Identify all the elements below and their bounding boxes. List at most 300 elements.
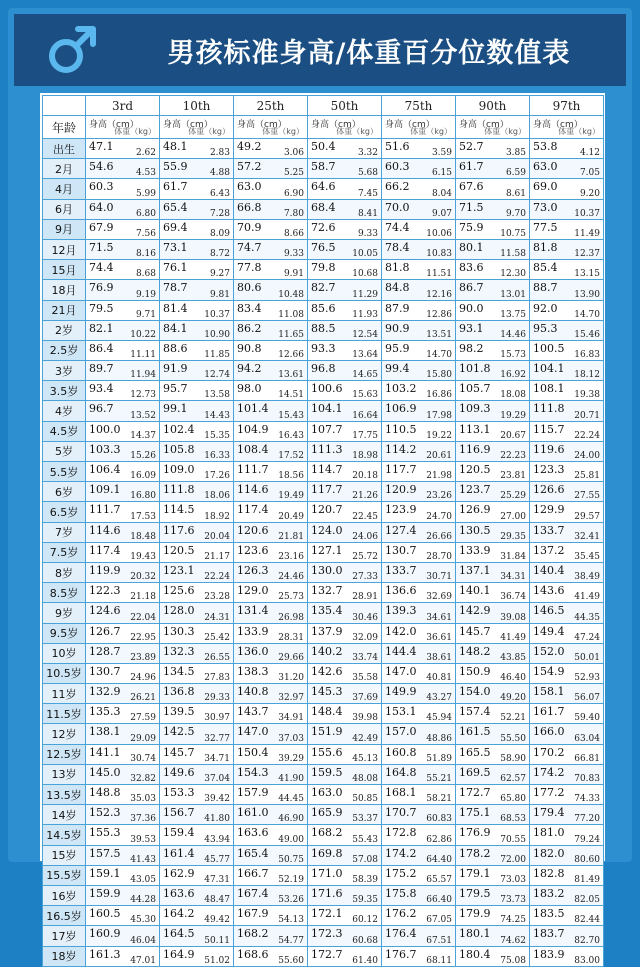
table-row xyxy=(43,946,604,966)
height-value: 124.0 xyxy=(311,523,343,537)
weight-value: 54.13 xyxy=(278,915,304,926)
height-value: 159.9 xyxy=(89,886,121,900)
weight-value: 79.24 xyxy=(574,834,600,845)
value-cell xyxy=(160,462,234,482)
weight-value: 27.55 xyxy=(574,491,600,502)
value-cell xyxy=(160,441,234,461)
value-cell xyxy=(234,865,308,885)
value-cell xyxy=(530,643,604,663)
value-cell xyxy=(530,361,604,381)
height-value: 85.6 xyxy=(311,301,336,315)
age-cell: 17岁 xyxy=(43,926,86,946)
height-value: 116.9 xyxy=(459,442,491,456)
height-value: 65.4 xyxy=(163,200,188,214)
weight-value: 18.06 xyxy=(204,491,230,502)
height-value: 81.8 xyxy=(385,261,410,275)
corner-cell xyxy=(43,96,86,116)
value-cell xyxy=(86,219,160,239)
value-cell xyxy=(234,603,308,623)
value-cell xyxy=(160,865,234,885)
table-row xyxy=(43,583,604,603)
height-value: 131.4 xyxy=(237,604,269,618)
height-value: 137.1 xyxy=(459,563,491,577)
value-cell xyxy=(234,280,308,300)
weight-value: 9.33 xyxy=(357,228,378,239)
value-cell xyxy=(530,179,604,199)
weight-value: 74.33 xyxy=(574,794,600,805)
weight-value: 82.70 xyxy=(574,935,600,946)
height-value: 119.6 xyxy=(533,442,565,456)
unit-header-cell xyxy=(308,116,382,139)
weight-value: 15.43 xyxy=(278,410,304,421)
weight-value: 19.38 xyxy=(574,390,600,401)
value-cell xyxy=(530,462,604,482)
percentile-header-3rd: 3rd xyxy=(86,96,160,116)
value-cell xyxy=(382,724,456,744)
value-cell xyxy=(530,199,604,219)
value-cell xyxy=(308,825,382,845)
table-row xyxy=(43,663,604,683)
height-value: 172.1 xyxy=(311,907,343,921)
weight-value: 45.13 xyxy=(352,753,378,764)
value-cell xyxy=(160,724,234,744)
percentile-header-90th: 90th xyxy=(456,96,530,116)
value-cell xyxy=(530,805,604,825)
height-value: 145.3 xyxy=(311,685,343,699)
height-value: 154.0 xyxy=(459,685,491,699)
height-value: 143.6 xyxy=(533,584,565,598)
weight-value: 54.77 xyxy=(278,935,304,946)
value-cell xyxy=(530,401,604,421)
weight-value: 29.66 xyxy=(278,652,304,663)
value-cell xyxy=(456,139,530,159)
height-value: 99.4 xyxy=(385,362,410,376)
height-value: 146.5 xyxy=(533,604,565,618)
weight-value: 20.49 xyxy=(278,511,304,522)
weight-value: 29.57 xyxy=(574,511,600,522)
value-cell xyxy=(160,280,234,300)
height-value: 164.5 xyxy=(163,927,195,941)
value-cell xyxy=(308,805,382,825)
height-value: 82.1 xyxy=(89,321,114,335)
value-cell xyxy=(86,300,160,320)
value-cell xyxy=(530,865,604,885)
table-row xyxy=(43,482,604,502)
weight-value: 50.85 xyxy=(352,794,378,805)
value-cell xyxy=(234,441,308,461)
weight-value: 7.28 xyxy=(209,208,230,219)
value-cell xyxy=(530,684,604,704)
value-cell xyxy=(382,482,456,502)
weight-value: 27.00 xyxy=(500,511,526,522)
value-cell xyxy=(86,825,160,845)
value-cell xyxy=(86,946,160,966)
value-cell xyxy=(382,139,456,159)
weight-value: 35.45 xyxy=(574,551,600,562)
age-cell: 2岁 xyxy=(43,320,86,340)
weight-value: 15.80 xyxy=(426,370,452,381)
weight-value: 46.90 xyxy=(278,814,304,825)
table-row xyxy=(43,643,604,663)
value-cell xyxy=(530,280,604,300)
height-value: 164.8 xyxy=(385,765,417,779)
height-value: 105.8 xyxy=(163,442,195,456)
height-value: 149.6 xyxy=(163,765,195,779)
weight-unit-label: 体重（kg） xyxy=(484,127,526,136)
value-cell xyxy=(234,744,308,764)
weight-value: 6.80 xyxy=(135,208,156,219)
value-cell xyxy=(86,320,160,340)
height-value: 147.0 xyxy=(237,725,269,739)
weight-value: 39.29 xyxy=(278,753,304,764)
height-value: 96.7 xyxy=(89,402,114,416)
weight-value: 68.11 xyxy=(426,955,452,966)
weight-value: 12.66 xyxy=(278,350,304,361)
weight-value: 34.31 xyxy=(500,572,526,583)
table-body xyxy=(43,139,604,967)
height-value: 175.8 xyxy=(385,886,417,900)
value-cell xyxy=(456,239,530,259)
value-cell xyxy=(86,159,160,179)
value-cell xyxy=(234,219,308,239)
weight-value: 36.61 xyxy=(426,632,452,643)
weight-value: 82.05 xyxy=(574,895,600,906)
value-cell xyxy=(234,623,308,643)
height-value: 117.7 xyxy=(385,463,417,476)
weight-value: 30.74 xyxy=(130,753,156,764)
value-cell xyxy=(456,926,530,946)
height-value: 122.3 xyxy=(89,584,121,598)
age-cell: 9岁 xyxy=(43,603,86,623)
height-value: 48.1 xyxy=(163,140,188,153)
height-value: 90.8 xyxy=(237,341,262,355)
weight-value: 10.83 xyxy=(426,249,452,260)
weight-value: 49.42 xyxy=(204,915,230,926)
title-banner xyxy=(14,14,626,86)
height-value: 166.7 xyxy=(237,866,269,880)
value-cell xyxy=(456,764,530,784)
value-cell xyxy=(160,562,234,582)
height-value: 157.4 xyxy=(459,705,491,719)
weight-value: 27.33 xyxy=(352,572,378,583)
weight-value: 4.12 xyxy=(579,148,600,159)
age-cell: 6.5岁 xyxy=(43,502,86,522)
weight-value: 32.09 xyxy=(352,632,378,643)
weight-unit-label: 体重（kg） xyxy=(114,127,156,136)
value-cell xyxy=(382,340,456,360)
value-cell xyxy=(382,926,456,946)
height-value: 179.4 xyxy=(533,806,565,820)
weight-value: 44.45 xyxy=(278,794,304,805)
age-cell: 6岁 xyxy=(43,482,86,502)
weight-value: 18.48 xyxy=(130,531,156,542)
height-value: 76.5 xyxy=(311,240,336,254)
weight-value: 67.05 xyxy=(426,915,452,926)
value-cell xyxy=(456,219,530,239)
value-cell xyxy=(530,239,604,259)
height-value: 101.4 xyxy=(237,402,269,416)
weight-value: 39.08 xyxy=(500,612,526,623)
table-row xyxy=(43,845,604,865)
value-cell xyxy=(234,300,308,320)
height-value: 145.0 xyxy=(89,765,121,779)
value-cell xyxy=(234,684,308,704)
value-cell xyxy=(86,421,160,441)
table-row xyxy=(43,885,604,905)
height-value: 96.8 xyxy=(311,362,336,376)
value-cell xyxy=(86,401,160,421)
height-value: 115.7 xyxy=(533,422,565,436)
value-cell xyxy=(234,179,308,199)
value-cell xyxy=(530,724,604,744)
weight-value: 26.21 xyxy=(130,693,156,704)
value-cell xyxy=(308,280,382,300)
height-value: 86.2 xyxy=(237,321,262,335)
value-cell xyxy=(456,542,530,562)
weight-value: 21.98 xyxy=(426,471,452,482)
weight-value: 55.21 xyxy=(426,774,452,784)
table-row xyxy=(43,805,604,825)
value-cell xyxy=(382,663,456,683)
weight-value: 20.71 xyxy=(574,410,600,421)
weight-value: 11.65 xyxy=(278,329,304,340)
weight-value: 32.82 xyxy=(130,774,156,784)
table-row xyxy=(43,704,604,724)
weight-value: 47.31 xyxy=(204,874,230,885)
value-cell xyxy=(382,684,456,704)
value-cell xyxy=(160,643,234,663)
weight-value: 13.64 xyxy=(352,350,378,361)
value-cell xyxy=(382,805,456,825)
weight-value: 34.61 xyxy=(426,612,452,623)
value-cell xyxy=(234,946,308,966)
value-cell xyxy=(234,542,308,562)
height-value: 54.6 xyxy=(89,160,114,174)
weight-value: 35.03 xyxy=(130,794,156,805)
value-cell xyxy=(456,684,530,704)
height-value: 151.9 xyxy=(311,725,343,739)
height-value: 142.0 xyxy=(385,624,417,638)
unit-header-cell xyxy=(234,116,308,139)
weight-value: 16.83 xyxy=(574,350,600,361)
height-value: 111.7 xyxy=(89,503,121,517)
height-value: 89.7 xyxy=(89,362,114,376)
weight-value: 14.37 xyxy=(130,430,156,441)
weight-value: 24.96 xyxy=(130,673,156,684)
height-value: 78.7 xyxy=(163,281,188,295)
value-cell xyxy=(456,502,530,522)
weight-value: 18.92 xyxy=(204,511,230,522)
height-value: 114.5 xyxy=(163,503,195,517)
height-value: 136.6 xyxy=(385,584,417,598)
weight-value: 8.16 xyxy=(135,249,156,260)
table-row xyxy=(43,340,604,360)
weight-value: 33.74 xyxy=(352,652,378,663)
height-value: 137.9 xyxy=(311,624,343,638)
height-value: 174.2 xyxy=(385,846,417,860)
height-value: 77.5 xyxy=(533,220,558,234)
weight-value: 11.49 xyxy=(574,228,600,239)
value-cell xyxy=(382,906,456,926)
table-row xyxy=(43,139,604,159)
weight-value: 17.53 xyxy=(130,511,156,522)
height-value: 148.8 xyxy=(89,786,121,799)
value-cell xyxy=(234,825,308,845)
height-value: 163.6 xyxy=(163,886,195,900)
height-value: 183.9 xyxy=(533,947,565,961)
weight-value: 13.61 xyxy=(278,370,304,381)
weight-value: 31.20 xyxy=(278,673,304,684)
value-cell xyxy=(234,340,308,360)
height-value: 108.4 xyxy=(237,442,269,456)
weight-value: 21.81 xyxy=(278,531,304,542)
height-value: 104.1 xyxy=(533,362,565,376)
weight-value: 14.43 xyxy=(204,410,230,421)
value-cell xyxy=(160,663,234,683)
height-unit-label: 身高（cm） xyxy=(163,120,213,130)
value-cell xyxy=(308,320,382,340)
height-value: 145.7 xyxy=(459,624,491,638)
height-value: 120.5 xyxy=(459,463,491,476)
weight-value: 58.39 xyxy=(352,874,378,885)
age-cell: 4岁 xyxy=(43,401,86,421)
weight-value: 11.51 xyxy=(426,269,452,280)
weight-value: 38.49 xyxy=(574,572,600,583)
weight-value: 8.04 xyxy=(431,188,452,199)
height-value: 156.7 xyxy=(163,806,195,820)
weight-value: 8.41 xyxy=(357,208,378,219)
weight-value: 64.40 xyxy=(426,854,452,865)
value-cell xyxy=(382,825,456,845)
height-value: 58.7 xyxy=(311,160,336,174)
age-cell: 7岁 xyxy=(43,522,86,542)
weight-value: 13.90 xyxy=(574,289,600,300)
weight-value: 23.81 xyxy=(500,471,526,482)
weight-value: 6.90 xyxy=(283,188,304,199)
weight-value: 57.08 xyxy=(352,854,378,865)
weight-value: 16.43 xyxy=(278,430,304,441)
percentile-header-row xyxy=(43,96,604,116)
weight-value: 14.70 xyxy=(426,350,452,361)
page-title: 男孩标准身高/体重百分位数值表 xyxy=(167,37,571,69)
value-cell xyxy=(456,260,530,280)
value-cell xyxy=(382,785,456,805)
table-row xyxy=(43,865,604,885)
weight-value: 20.04 xyxy=(204,531,230,542)
weight-value: 82.44 xyxy=(574,915,600,926)
weight-value: 48.86 xyxy=(426,733,452,744)
value-cell xyxy=(308,300,382,320)
value-cell xyxy=(382,764,456,784)
height-value: 68.4 xyxy=(311,200,336,214)
weight-value: 40.81 xyxy=(426,673,452,684)
height-value: 84.8 xyxy=(385,281,410,295)
height-value: 164.2 xyxy=(163,907,195,921)
height-value: 79.8 xyxy=(311,261,336,275)
height-value: 159.1 xyxy=(89,866,121,880)
weight-value: 39.42 xyxy=(204,794,230,805)
value-cell xyxy=(160,421,234,441)
value-cell xyxy=(456,441,530,461)
height-value: 100.0 xyxy=(89,422,121,436)
table-row xyxy=(43,603,604,623)
value-cell xyxy=(530,159,604,179)
value-cell xyxy=(234,320,308,340)
table-row xyxy=(43,623,604,643)
height-value: 64.0 xyxy=(89,200,114,214)
weight-value: 65.57 xyxy=(426,874,452,885)
height-value: 178.2 xyxy=(459,846,491,860)
value-cell xyxy=(308,441,382,461)
weight-value: 10.90 xyxy=(204,329,230,340)
weight-value: 8.68 xyxy=(135,269,156,280)
height-value: 111.8 xyxy=(163,483,195,497)
weight-value: 16.86 xyxy=(426,390,452,401)
height-value: 132.9 xyxy=(89,685,121,699)
height-value: 104.1 xyxy=(311,402,343,416)
weight-value: 13.15 xyxy=(574,269,600,280)
table-row xyxy=(43,926,604,946)
value-cell xyxy=(308,946,382,966)
height-value: 158.1 xyxy=(533,685,565,699)
height-value: 114.7 xyxy=(311,463,343,476)
table-row xyxy=(43,239,604,259)
height-value: 129.0 xyxy=(237,584,269,598)
height-value: 133.7 xyxy=(385,563,417,577)
value-cell xyxy=(308,542,382,562)
value-cell xyxy=(86,502,160,522)
height-value: 74.4 xyxy=(385,220,410,234)
weight-value: 4.53 xyxy=(135,168,156,179)
height-value: 161.4 xyxy=(163,846,195,860)
height-value: 154.9 xyxy=(533,664,565,678)
height-value: 129.9 xyxy=(533,503,565,517)
height-value: 138.1 xyxy=(89,725,121,739)
weight-value: 30.46 xyxy=(352,612,378,623)
weight-value: 45.94 xyxy=(426,713,452,724)
weight-value: 25.72 xyxy=(352,551,378,562)
value-cell xyxy=(160,159,234,179)
table-row xyxy=(43,441,604,461)
height-value: 95.3 xyxy=(533,321,558,335)
height-value: 83.4 xyxy=(237,301,262,315)
weight-value: 42.49 xyxy=(352,733,378,744)
height-value: 74.4 xyxy=(89,261,114,275)
value-cell xyxy=(86,542,160,562)
value-cell xyxy=(382,603,456,623)
weight-value: 51.02 xyxy=(204,955,230,966)
value-cell xyxy=(530,623,604,643)
value-cell xyxy=(308,219,382,239)
weight-value: 53.37 xyxy=(352,814,378,825)
height-value: 49.2 xyxy=(237,140,262,153)
value-cell xyxy=(86,663,160,683)
height-value: 123.7 xyxy=(459,483,491,497)
value-cell xyxy=(234,663,308,683)
weight-value: 48.47 xyxy=(204,895,230,906)
height-value: 124.6 xyxy=(89,604,121,618)
height-value: 130.7 xyxy=(89,664,121,678)
percentile-header-50th: 50th xyxy=(308,96,382,116)
value-cell xyxy=(456,159,530,179)
height-value: 132.7 xyxy=(311,584,343,598)
age-cell: 18岁 xyxy=(43,946,86,966)
weight-value: 28.91 xyxy=(352,592,378,603)
weight-value: 5.25 xyxy=(283,168,304,179)
height-value: 76.1 xyxy=(163,261,188,275)
weight-value: 11.11 xyxy=(130,350,156,361)
weight-unit-label: 体重（kg） xyxy=(262,127,304,136)
